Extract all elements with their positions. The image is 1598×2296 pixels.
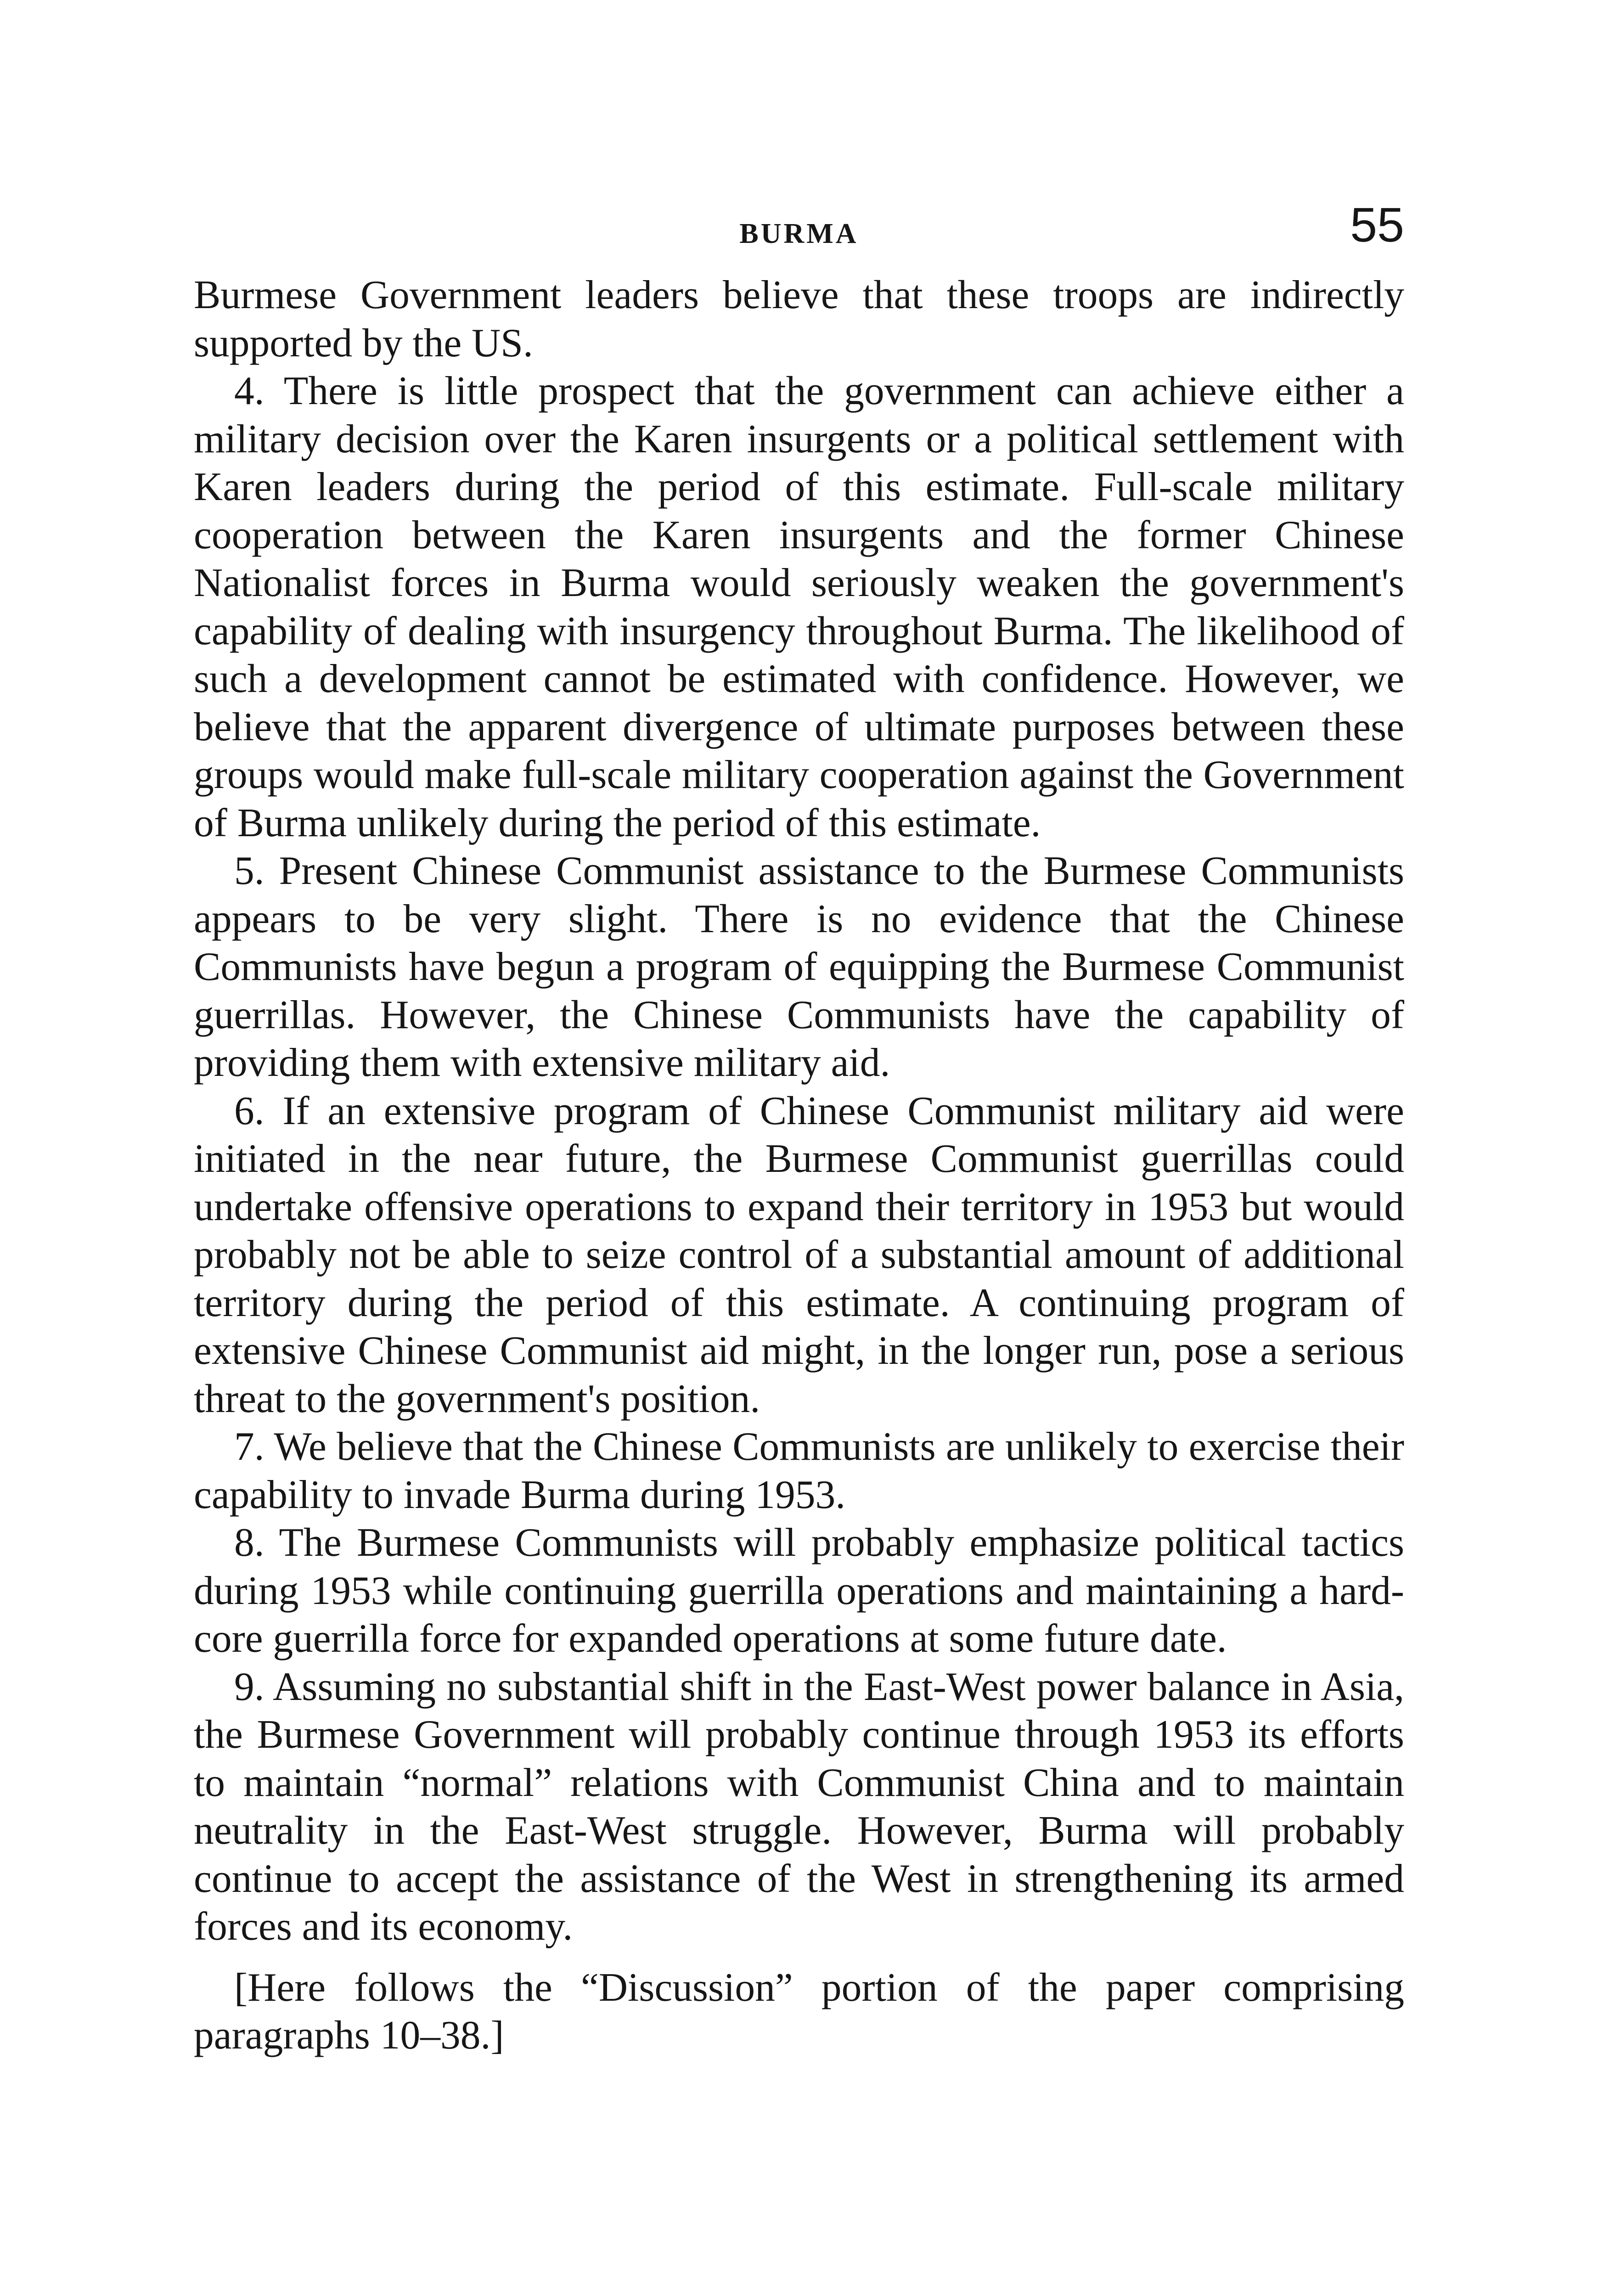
paragraph-6: 6. If an extensive program of Chinese Communist military aid were initiated in the near future, the Burmese Communist guerrillas could undertake offensive operations to expand their territory in 1953 but would probably not be able to seize control of a substantial amount of additional territory during the period of this estimate. A continuing program of extensive Chinese Communist aid might, in the longer run, pose a serious threat to the government's position. — [194, 1088, 1404, 1421]
paragraph-continuation: Burmese Government leaders believe that these troops are indirectly supported by the US. — [194, 272, 1404, 365]
running-head-title: BURMA — [739, 218, 859, 249]
paragraph-8: 8. The Burmese Communists will probably emphasize political tactics during 1953 while continuing guerrilla operations and maintaining a hard-core guerrilla force for expanded operations at some future date. — [194, 1520, 1404, 1660]
paragraph-7: 7. We believe that the Chinese Communists are unlikely to exercise their capability to invade Burma during 1953. — [194, 1424, 1404, 1517]
paragraph-4: 4. There is little prospect that the government can achieve either a military decision over the Karen insurgents or a political settlement with Karen leaders during the period of this estimate. Full-scale military cooperation between the Karen insurgents and the former Chinese Nationalist forces in Burma would seriously weaken the government's capability of dealing with insurgency throughout Burma. The likelihood of such a development cannot be estimated with confidence. However, we believe that the apparent divergence of ultimate purposes between these groups would make full-scale military cooperation against the Government of Burma unlikely during the period of this estimate. — [194, 368, 1404, 845]
paragraph-9: 9. Assuming no substantial shift in the East-West power balance in Asia, the Burmese Government will probably continue through 1953 its efforts to maintain “normal” relations with Communist China and to maintain neutrality in the East-West struggle. However, Burma will probably continue to accept the assistance of the West in strengthening its armed forces and its economy. — [194, 1664, 1404, 1948]
body-text — [194, 271, 1404, 2060]
paragraph-5: 5. Present Chinese Communist assistance to the Burmese Communists appears to be very slight. There is no evidence that the Chinese Communists have begun a program of equipping the Burmese Communist guerrillas. However, the Chinese Communists have the capability of providing them with extensive military aid. — [194, 848, 1404, 1085]
page-number: 55 — [1350, 198, 1404, 252]
document-page — [194, 197, 1404, 2060]
editorial-note: [Here follows the “Discussion” portion of the paper comprising paragraphs 10–38.] — [194, 1964, 1404, 2057]
running-header — [194, 197, 1404, 271]
